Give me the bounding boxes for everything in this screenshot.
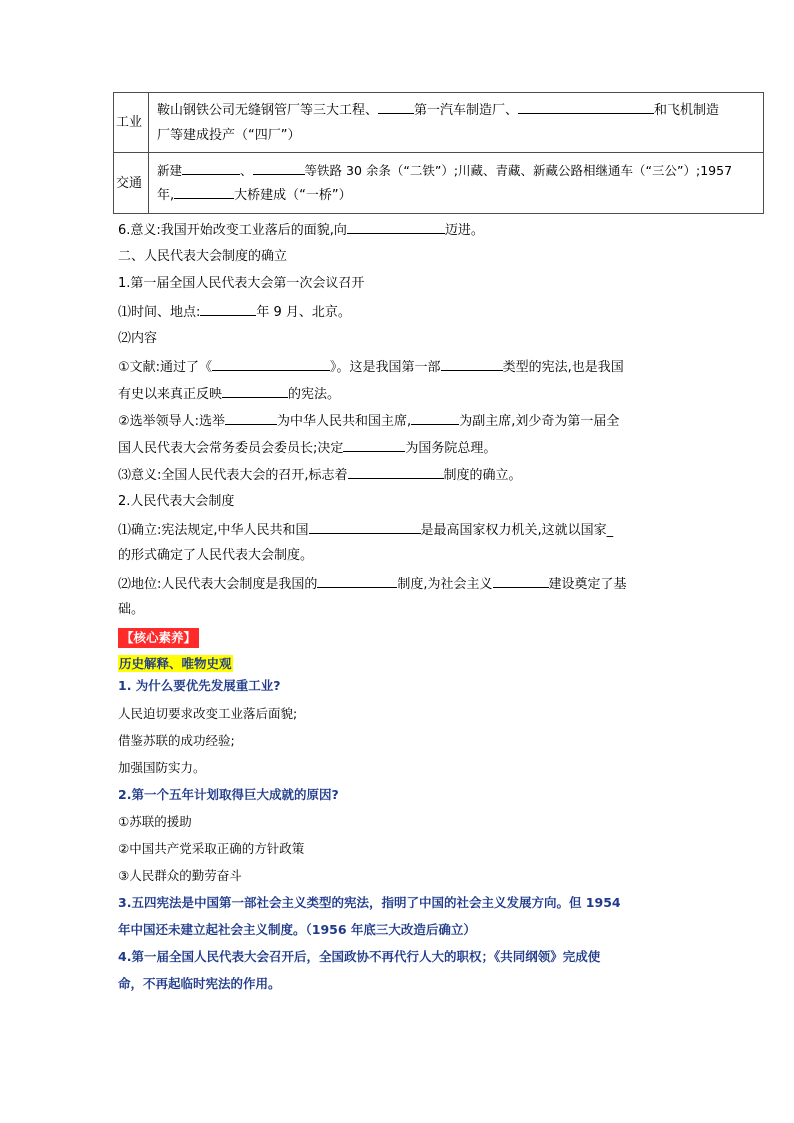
transport-text-b: 、 <box>240 163 253 178</box>
section-heading: 二、人民代表大会制度的确立 <box>118 249 288 264</box>
industry-text-a: 鞍山钢铁公司无缝钢管厂等三大工程、 <box>157 102 379 118</box>
fill-blank[interactable] <box>518 99 654 114</box>
fill-blank[interactable] <box>348 464 444 479</box>
text: ⑵地位:人民代表大会制度是我国的 <box>118 577 318 592</box>
subheading-npc-session: 1.第一届全国人民代表大会第一次会议召开 <box>118 276 365 291</box>
transport-line-2 <box>157 183 759 208</box>
industry-line-1 <box>157 98 759 123</box>
answer-1-item-3: 加强国防实力。 <box>118 760 206 775</box>
fill-blank[interactable] <box>253 160 305 175</box>
text: ⑴时间、地点: <box>118 305 201 320</box>
row-header-transport: 交通 <box>114 153 149 214</box>
text: ⑴确立:宪法规定,中华人民共和国 <box>118 523 309 538</box>
content-heading: ⑵内容 <box>118 331 158 346</box>
text: 制度的确立。 <box>443 468 522 483</box>
leaders-line <box>118 410 619 432</box>
text: 类型的宪法,也是我国 <box>502 360 624 375</box>
answer-1-item-2: 借鉴苏联的成功经验; <box>118 733 235 748</box>
status-line-2: 础。 <box>118 602 145 617</box>
fill-blank[interactable] <box>411 410 459 425</box>
transport-cell <box>149 153 764 214</box>
point-3-line-2: 年中国还未建立起社会主义制度。（1956 年底三大改造后确立） <box>118 922 476 937</box>
text: 国人民代表大会常务委员会委员长;决定 <box>118 441 344 456</box>
text: 年 9 月、北京。 <box>256 305 351 320</box>
fill-blank[interactable] <box>309 519 421 534</box>
text: 建设奠定了基 <box>548 577 627 592</box>
transport-text-d: 年, <box>157 188 175 203</box>
status-line <box>118 573 627 595</box>
significance-line <box>118 219 484 241</box>
row-header-industry: 工业 <box>114 93 149 153</box>
question-1: 1. 为什么要优先发展重工业? <box>118 678 281 693</box>
point-3-line-1: 3.五四宪法是中国第一部社会主义类型的宪法，指明了中国的社会主义发展方向。但 1954 <box>118 895 621 910</box>
point-4-line-2: 命，不再起临时宪法的作用。 <box>118 976 281 991</box>
fill-blank[interactable] <box>378 99 414 114</box>
literacy-highlight: 历史解释、唯物史观 <box>119 656 232 671</box>
transport-text-e: 大桥建成（“一桥”） <box>234 188 352 203</box>
industry-text-b: 第一汽车制造厂、 <box>414 102 519 118</box>
table-row-transport <box>114 153 764 214</box>
text: 6.意义:我国开始改变工业落后的面貌,向 <box>118 223 347 238</box>
text: ①文献:通过了《 <box>118 360 213 375</box>
fill-blank[interactable] <box>493 573 549 588</box>
text: 》。这是我国第一部 <box>330 360 441 375</box>
document-line <box>118 356 624 378</box>
transport-line-1 <box>157 158 759 183</box>
fill-blank[interactable] <box>343 437 405 452</box>
industry-text-c: 和飞机制造 <box>654 102 720 118</box>
core-literacy-tag: 【核心素养】 <box>118 628 199 648</box>
text: 是最高国家权力机关,这就以国家_ <box>420 523 614 538</box>
text: 的宪法。 <box>288 387 341 402</box>
leaders-line-2 <box>118 437 496 459</box>
subheading-npc-system: 2.人民代表大会制度 <box>118 494 235 509</box>
transport-text-a: 新建 <box>157 163 183 178</box>
text: 制度,为社会主义 <box>397 577 493 592</box>
text: ⑶意义:全国人民代表大会的召开,标志着 <box>118 468 348 483</box>
text: 为国务院总理。 <box>405 441 497 456</box>
fill-blank[interactable] <box>222 383 288 398</box>
establish-line <box>118 519 613 541</box>
fill-blank[interactable] <box>174 184 234 199</box>
answer-2-item-1: ①苏联的援助 <box>118 814 192 829</box>
table-row-industry <box>114 93 764 153</box>
text: 为副主席,刘少奇为第一届全 <box>459 414 620 429</box>
point-4-line-1: 4.第一届全国人民代表大会召开后，全国政协不再代行人大的职权；《共同纲领》完成使 <box>118 949 601 964</box>
fill-blank[interactable] <box>317 573 397 588</box>
text: 迈进。 <box>444 223 484 238</box>
fill-blank[interactable] <box>212 356 330 371</box>
fill-blank[interactable] <box>347 219 445 234</box>
achievements-table <box>113 92 764 214</box>
establish-line-2: 的形式确定了人民代表大会制度。 <box>118 548 314 563</box>
industry-cell <box>149 93 764 153</box>
document-line-2 <box>118 383 340 405</box>
answer-1-item-1: 人民迫切要求改变工业落后面貌; <box>118 706 298 721</box>
answer-2-item-3: ③人民群众的勤劳奋斗 <box>118 868 242 883</box>
fill-blank[interactable] <box>225 410 277 425</box>
text: 有史以来真正反映 <box>118 387 223 402</box>
transport-text-c: 等铁路 30 余条（“二铁”）;川藏、青藏、新藏公路相继通车（“三公”）;1957 <box>304 163 733 178</box>
answer-2-item-2: ②中国共产党采取正确的方针政策 <box>118 841 305 856</box>
industry-line-2: 厂等建成投产（“四厂”） <box>157 127 301 143</box>
meaning-line <box>118 464 522 486</box>
time-place-line <box>118 301 351 323</box>
fill-blank[interactable] <box>200 301 256 316</box>
text: 为中华人民共和国主席, <box>277 414 412 429</box>
text: ②选举领导人:选举 <box>118 414 226 429</box>
fill-blank[interactable] <box>441 356 503 371</box>
fill-blank[interactable] <box>182 160 240 175</box>
question-2: 2.第一个五年计划取得巨大成就的原因? <box>118 787 339 802</box>
